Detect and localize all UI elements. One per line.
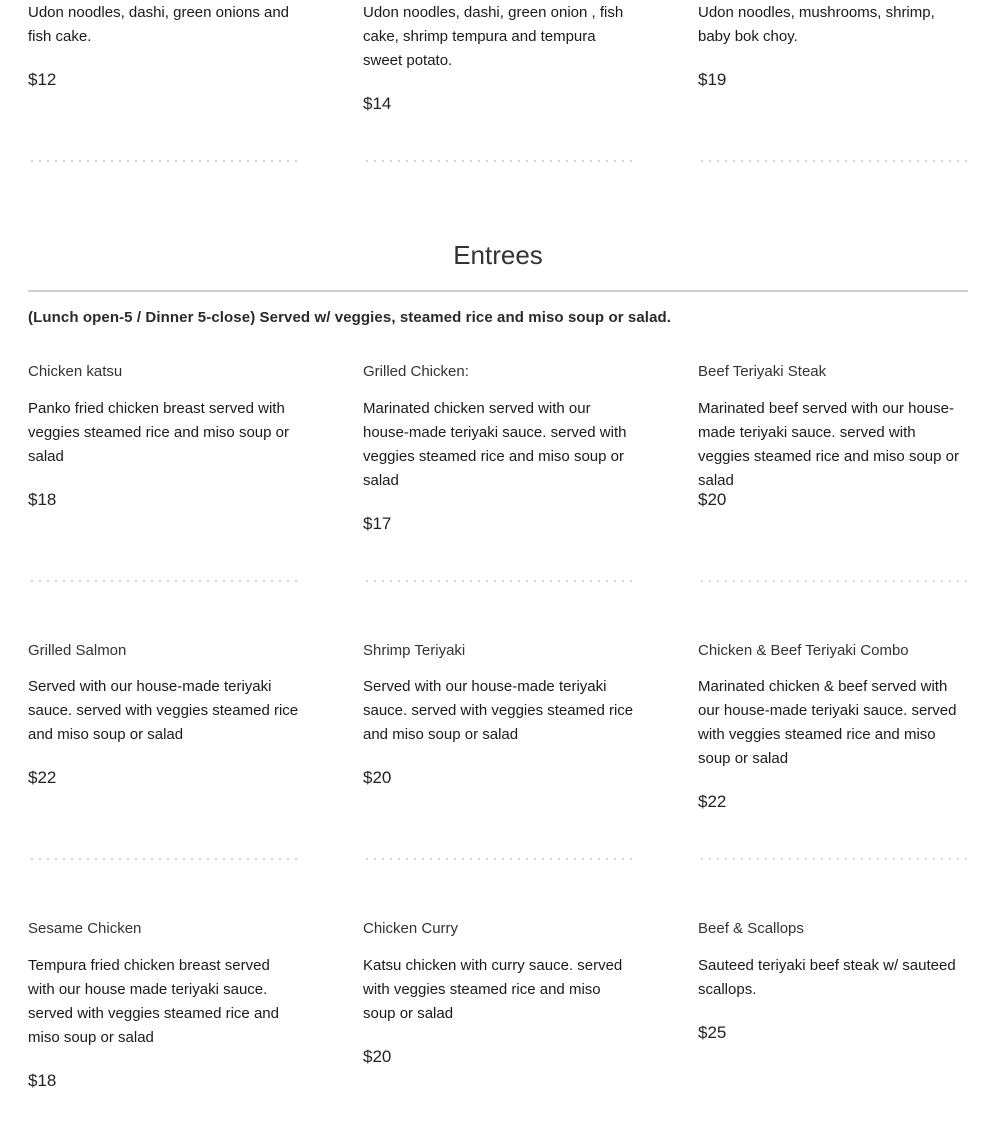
item-description: Sauteed teriyaki beef steak w/ sauteed scallops. [698, 957, 956, 998]
item-name: Chicken Curry [363, 920, 459, 937]
section-note: (Lunch open-5 / Dinner 5-close) Served w/ veggies, steamed rice and miso soup or salad. [28, 309, 672, 326]
item-price: $18 [28, 1071, 57, 1090]
item-price: $20 [363, 768, 392, 787]
item-price: $17 [363, 514, 392, 533]
item-divider [28, 160, 298, 162]
menu-item [28, 0, 298, 170]
item-description: Marinated chicken & beef served with our house-made teriyaki sauce. served with veggies steamed rice and miso soup or salad [698, 678, 957, 767]
menu-item [363, 0, 633, 170]
item-name: Grilled Chicken: [363, 363, 469, 380]
section-title: Entrees [453, 240, 543, 270]
item-description: Served with our house-made teriyaki sauce. served with veggies steamed rice and miso soup or salad [363, 678, 634, 743]
item-name: Chicken & Beef Teriyaki Combo [698, 642, 909, 659]
item-price: $25 [698, 1023, 727, 1042]
item-price: $18 [28, 490, 57, 509]
item-description: Tempura fried chicken breast served with our house made teriyaki sauce. served with veggies steamed rice and miso soup or salad [28, 957, 279, 1046]
item-divider [363, 160, 633, 162]
item-price: $19 [698, 70, 727, 89]
menu-item [363, 642, 633, 872]
item-name: Beef & Scallops [698, 920, 804, 937]
menu-item [698, 0, 968, 170]
item-name: Shrimp Teriyaki [363, 642, 466, 659]
item-price: $14 [363, 94, 392, 113]
section-divider [28, 290, 968, 292]
item-description: Udon noodles, mushrooms, shrimp, baby bok choy. [698, 4, 935, 45]
item-price: $12 [28, 70, 57, 89]
item-divider [363, 858, 633, 860]
menu-item [363, 363, 633, 593]
item-description: Served with our house-made teriyaki sauce. served with veggies steamed rice and miso soup or salad [28, 678, 299, 743]
item-divider [363, 580, 633, 582]
menu-item [28, 642, 298, 872]
item-description: Marinated chicken served with our house-made teriyaki sauce. served with veggies steamed rice and miso soup or salad [363, 400, 627, 489]
item-name: Sesame Chicken [28, 920, 142, 937]
item-description: Katsu chicken with curry sauce. served with veggies steamed rice and miso soup or salad [363, 957, 623, 1022]
item-name: Chicken katsu [28, 363, 123, 380]
item-divider [28, 858, 298, 860]
menu-item [28, 920, 298, 1100]
item-name: Grilled Salmon [28, 642, 127, 659]
item-divider [698, 858, 968, 860]
menu-item [698, 920, 968, 1100]
item-price: $20 [698, 490, 727, 509]
item-divider [698, 160, 968, 162]
item-description: Udon noodles, dashi, green onions and fish cake. [28, 4, 290, 45]
item-description: Panko fried chicken breast served with veggies steamed rice and miso soup or salad [28, 400, 289, 465]
menu-item [698, 642, 968, 872]
menu-item [363, 920, 633, 1100]
item-price: $22 [698, 792, 727, 811]
item-divider [698, 580, 968, 582]
item-name: Beef Teriyaki Steak [698, 363, 827, 380]
menu-item [28, 363, 298, 593]
item-description: Udon noodles, dashi, green onion , fish cake, shrimp tempura and tempura sweet potato. [363, 4, 624, 69]
item-price: $22 [28, 768, 57, 787]
menu-item [698, 363, 968, 593]
item-description: Marinated beef served with our house-made teriyaki sauce. served with veggies steamed rice and miso soup or salad [698, 400, 959, 489]
item-price: $20 [363, 1047, 392, 1066]
item-divider [28, 580, 298, 582]
